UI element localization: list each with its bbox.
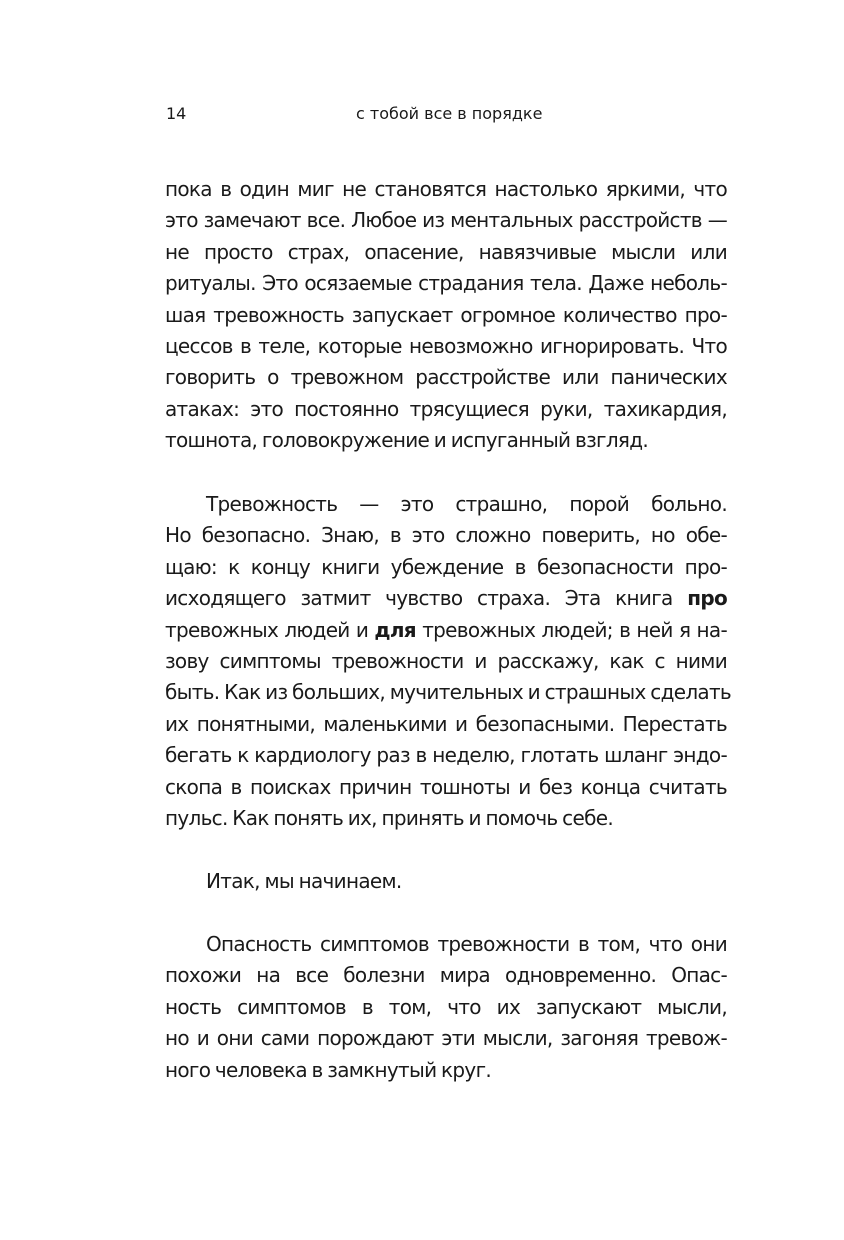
text-line: ность симптомов в том, что их запускают мысли, <box>165 994 727 1019</box>
running-title: с тобой все в порядке <box>356 104 543 123</box>
text-line: скопа в поисках причин тошноты и без конца считать <box>165 774 727 799</box>
paragraph-2 <box>165 489 731 834</box>
text-line: цессов в теле, которые невозможно игнорировать. Что <box>165 333 727 358</box>
text-line: их понятными, маленькими и безопасными. Перестать <box>165 711 727 736</box>
text-line: но и они сами порождают эти мысли, загоняя тревож- <box>165 1026 727 1051</box>
text-line: быть. Как из больших, мучительных и страшных сделать <box>165 680 731 705</box>
text-line: шая тревожность запускает огромное количество про- <box>165 302 727 327</box>
text-line: тошнота, головокружение и испуганный взгляд. <box>165 428 649 453</box>
paragraph-4 <box>165 929 727 1086</box>
text-line: бегать к кардиологу раз в неделю, глотать шланг эндо- <box>165 743 727 768</box>
page-number: 14 <box>166 104 187 123</box>
text-line: Но безопасно. Знаю, в это сложно поверить, но обе- <box>165 523 727 548</box>
text-line: ритуалы. Это осязаемые страдания тела. Даже неболь- <box>165 271 727 296</box>
text-line: пока в один миг не становятся настолько яркими, что <box>165 177 727 201</box>
text-line: это замечают все. Любое из ментальных расстройств — <box>165 208 727 233</box>
text-line: зову симптомы тревожности и расскажу, как с ними <box>165 648 727 673</box>
emphasis-dlya: для <box>374 617 416 642</box>
text-line: ного человека в замкнутый круг. <box>165 1057 492 1082</box>
text-segment: тревожных людей и <box>165 617 375 642</box>
text-line <box>165 615 727 646</box>
paragraph-1 <box>165 174 727 457</box>
text-segment: тревожных людей; в ней я на- <box>415 617 727 642</box>
text-line: Итак, мы начинаем. <box>206 869 402 893</box>
text-line: говорить о тревожном расстройстве или панических <box>165 365 727 390</box>
text-line: Тревожность — это страшно, порой больно. <box>206 492 727 516</box>
text-line: Опасность симптомов тревожности в том, что они <box>206 932 727 956</box>
text-segment: исходящего затмит чувство страха. Эта книга <box>165 586 688 611</box>
emphasis-pro: про <box>687 586 727 611</box>
text-line: атаках: это постоянно трясущиеся руки, тахикардия, <box>165 396 727 421</box>
text-line: пульс. Как понять их, принять и помочь себе. <box>165 805 613 830</box>
paragraph-3 <box>165 866 727 897</box>
text-line <box>165 583 727 614</box>
text-line: похожи на все болезни мира одновременно. Опас- <box>165 963 727 988</box>
text-line: щаю: к концу книги убеждение в безопасности про- <box>165 554 727 579</box>
text-line: не просто страх, опасение, навязчивые мысли или <box>165 239 727 264</box>
